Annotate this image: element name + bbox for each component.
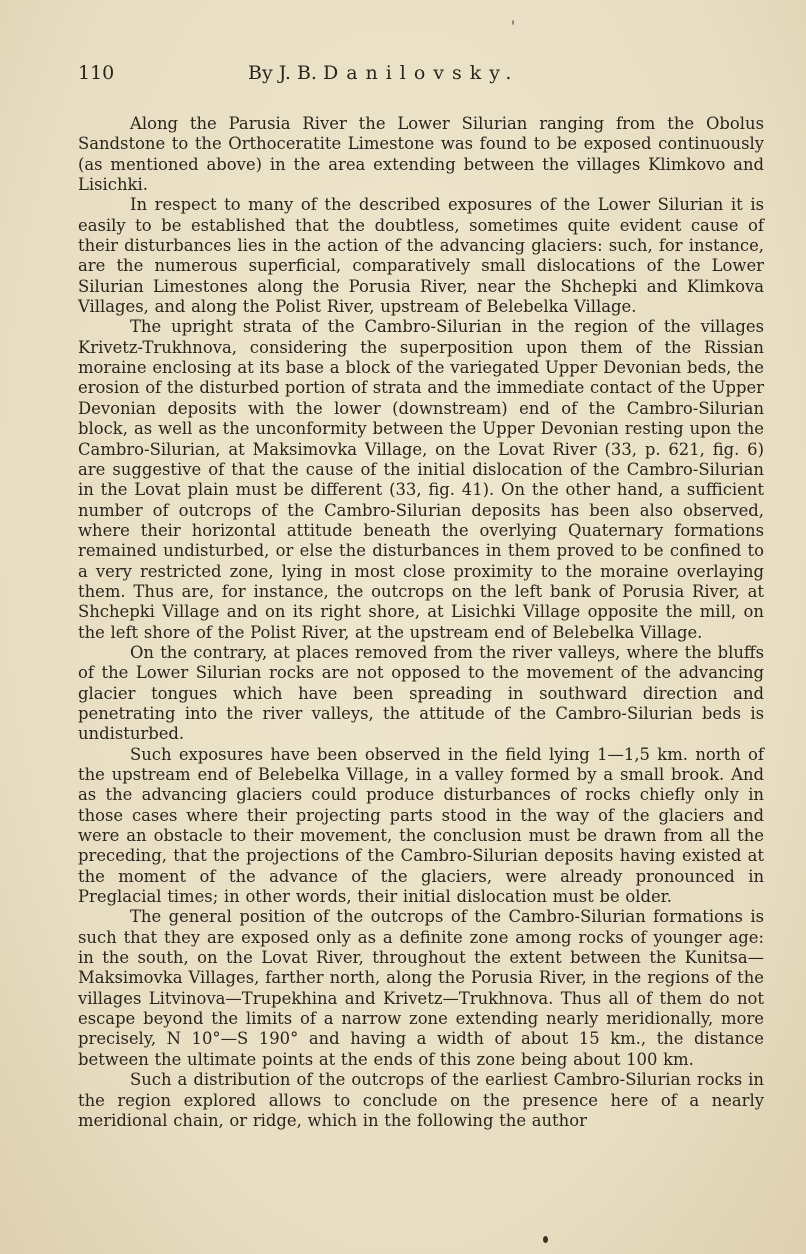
- paragraph-5: Such exposures have been observed in the field lying 1—1,5 km. north of the upstream end of Belebelka Village, in a valley formed by a small brook. And as the advancing glaciers could produce disturbances of rocks chiefly only in those cases where their projecting parts stood in the way of the glaciers and were an obstacle to their movement, the conclusion must be drawn from all the preceding, that the projections of the Cambro-Silurian deposits having existed at the moment of the advance of the glaciers, were already pronounced in Preglacial times; in other words, their initial dislocation must be older.: [78, 744, 764, 907]
- author-name: Danilovsky.: [323, 62, 520, 84]
- ink-speck: [512, 20, 514, 25]
- body-text: [78, 114, 764, 1131]
- book-page: [78, 62, 764, 1131]
- paragraph-2: In respect to many of the described exposures of the Lower Silurian it is easily to be established that the doubtless, sometimes quite evident cause of their disturbances lies in the action of the advancing glaciers: such, for instance, are the numerous superficial, comparatively small dislocations of the Lower Silurian Limestones along the Porusia River, near the Shchepki and Klimkova Villages, and along the Polist River, upstream of Belebelka Village.: [78, 195, 764, 317]
- running-title: [248, 62, 519, 84]
- paragraph-7: Such a distribution of the outcrops of the earliest Cambro-Silurian rocks in the region explored allows to conclude on the presence here of a nearly meridional chain, or ridge, which in the following the author: [78, 1070, 764, 1130]
- paragraph-3: The upright strata of the Cambro-Silurian in the region of the villages Krivetz-Trukhnova, considering the superposition upon them of the Rissian moraine enclosing at its base a block of the variegated Upper Devonian beds, the erosion of the disturbed portion of strata and the immediate contact of the Upper Devonian deposits with the lower (downstream) end of the Cambro-Silurian block, as well as the unconformity between the Upper Devonian resting upon the Cambro-Silurian, at Maksimovka Village, on the Lovat River (33, p. 621, fig. 6) are suggestive of that the cause of the initial dislocation of the Cambro-Silurian in the Lovat plain must be different (33, fig. 41). On the other hand, a sufficient number of outcrops of the Cambro-Silurian deposits has been also observed, where their horizontal attitude beneath the overlying Quaternary formations remained undisturbed, or else the disturbances in them proved to be confined to a very restricted zone, lying in most close proximity to the moraine overlaying them. Thus are, for instance, the outcrops on the left bank of Porusia River, at Shchepki Village and on its right shore, at Lisichki Village opposite the mill, on the left shore of the Polist River, at the upstream end of Belebelka Village.: [78, 317, 764, 642]
- paragraph-4: On the contrary, at places removed from the river valleys, where the bluffs of the Lower Silurian rocks are not opposed to the movement of the advancing glacier tongues which have been spreading in southward direction and penetrating into the river valleys, the attitude of the Cambro-Silurian beds is undisturbed.: [78, 642, 764, 744]
- paragraph-1: Along the Parusia River the Lower Silurian ranging from the Obolus Sandstone to the Orthoceratite Limestone was found to be exposed continuously (as mentioned above) in the area extending between the villages Klimkovo and Lisichki.: [78, 114, 764, 195]
- page-number: 110: [78, 62, 115, 84]
- running-head: [78, 62, 764, 94]
- title-prefix: By J. B.: [248, 62, 323, 84]
- paragraph-6: The general position of the outcrops of the Cambro-Silurian formations is such that they are exposed only as a definite zone among rocks of younger age: in the south, on the Lovat River, throughout the extent between the Kunitsa—Maksimovka Villages, farther north, along the Porusia River, in the regions of the villages Litvinova—Trupekhina and Krivetz—Trukhnova. Thus all of them do not escape beyond the limits of a narrow zone extending nearly meridionally, more precisely, N 10°—S 190° and having a width of about 15 km., the distance between the ultimate points at the ends of this zone being about 100 km.: [78, 907, 764, 1069]
- ink-speck: [543, 1236, 548, 1243]
